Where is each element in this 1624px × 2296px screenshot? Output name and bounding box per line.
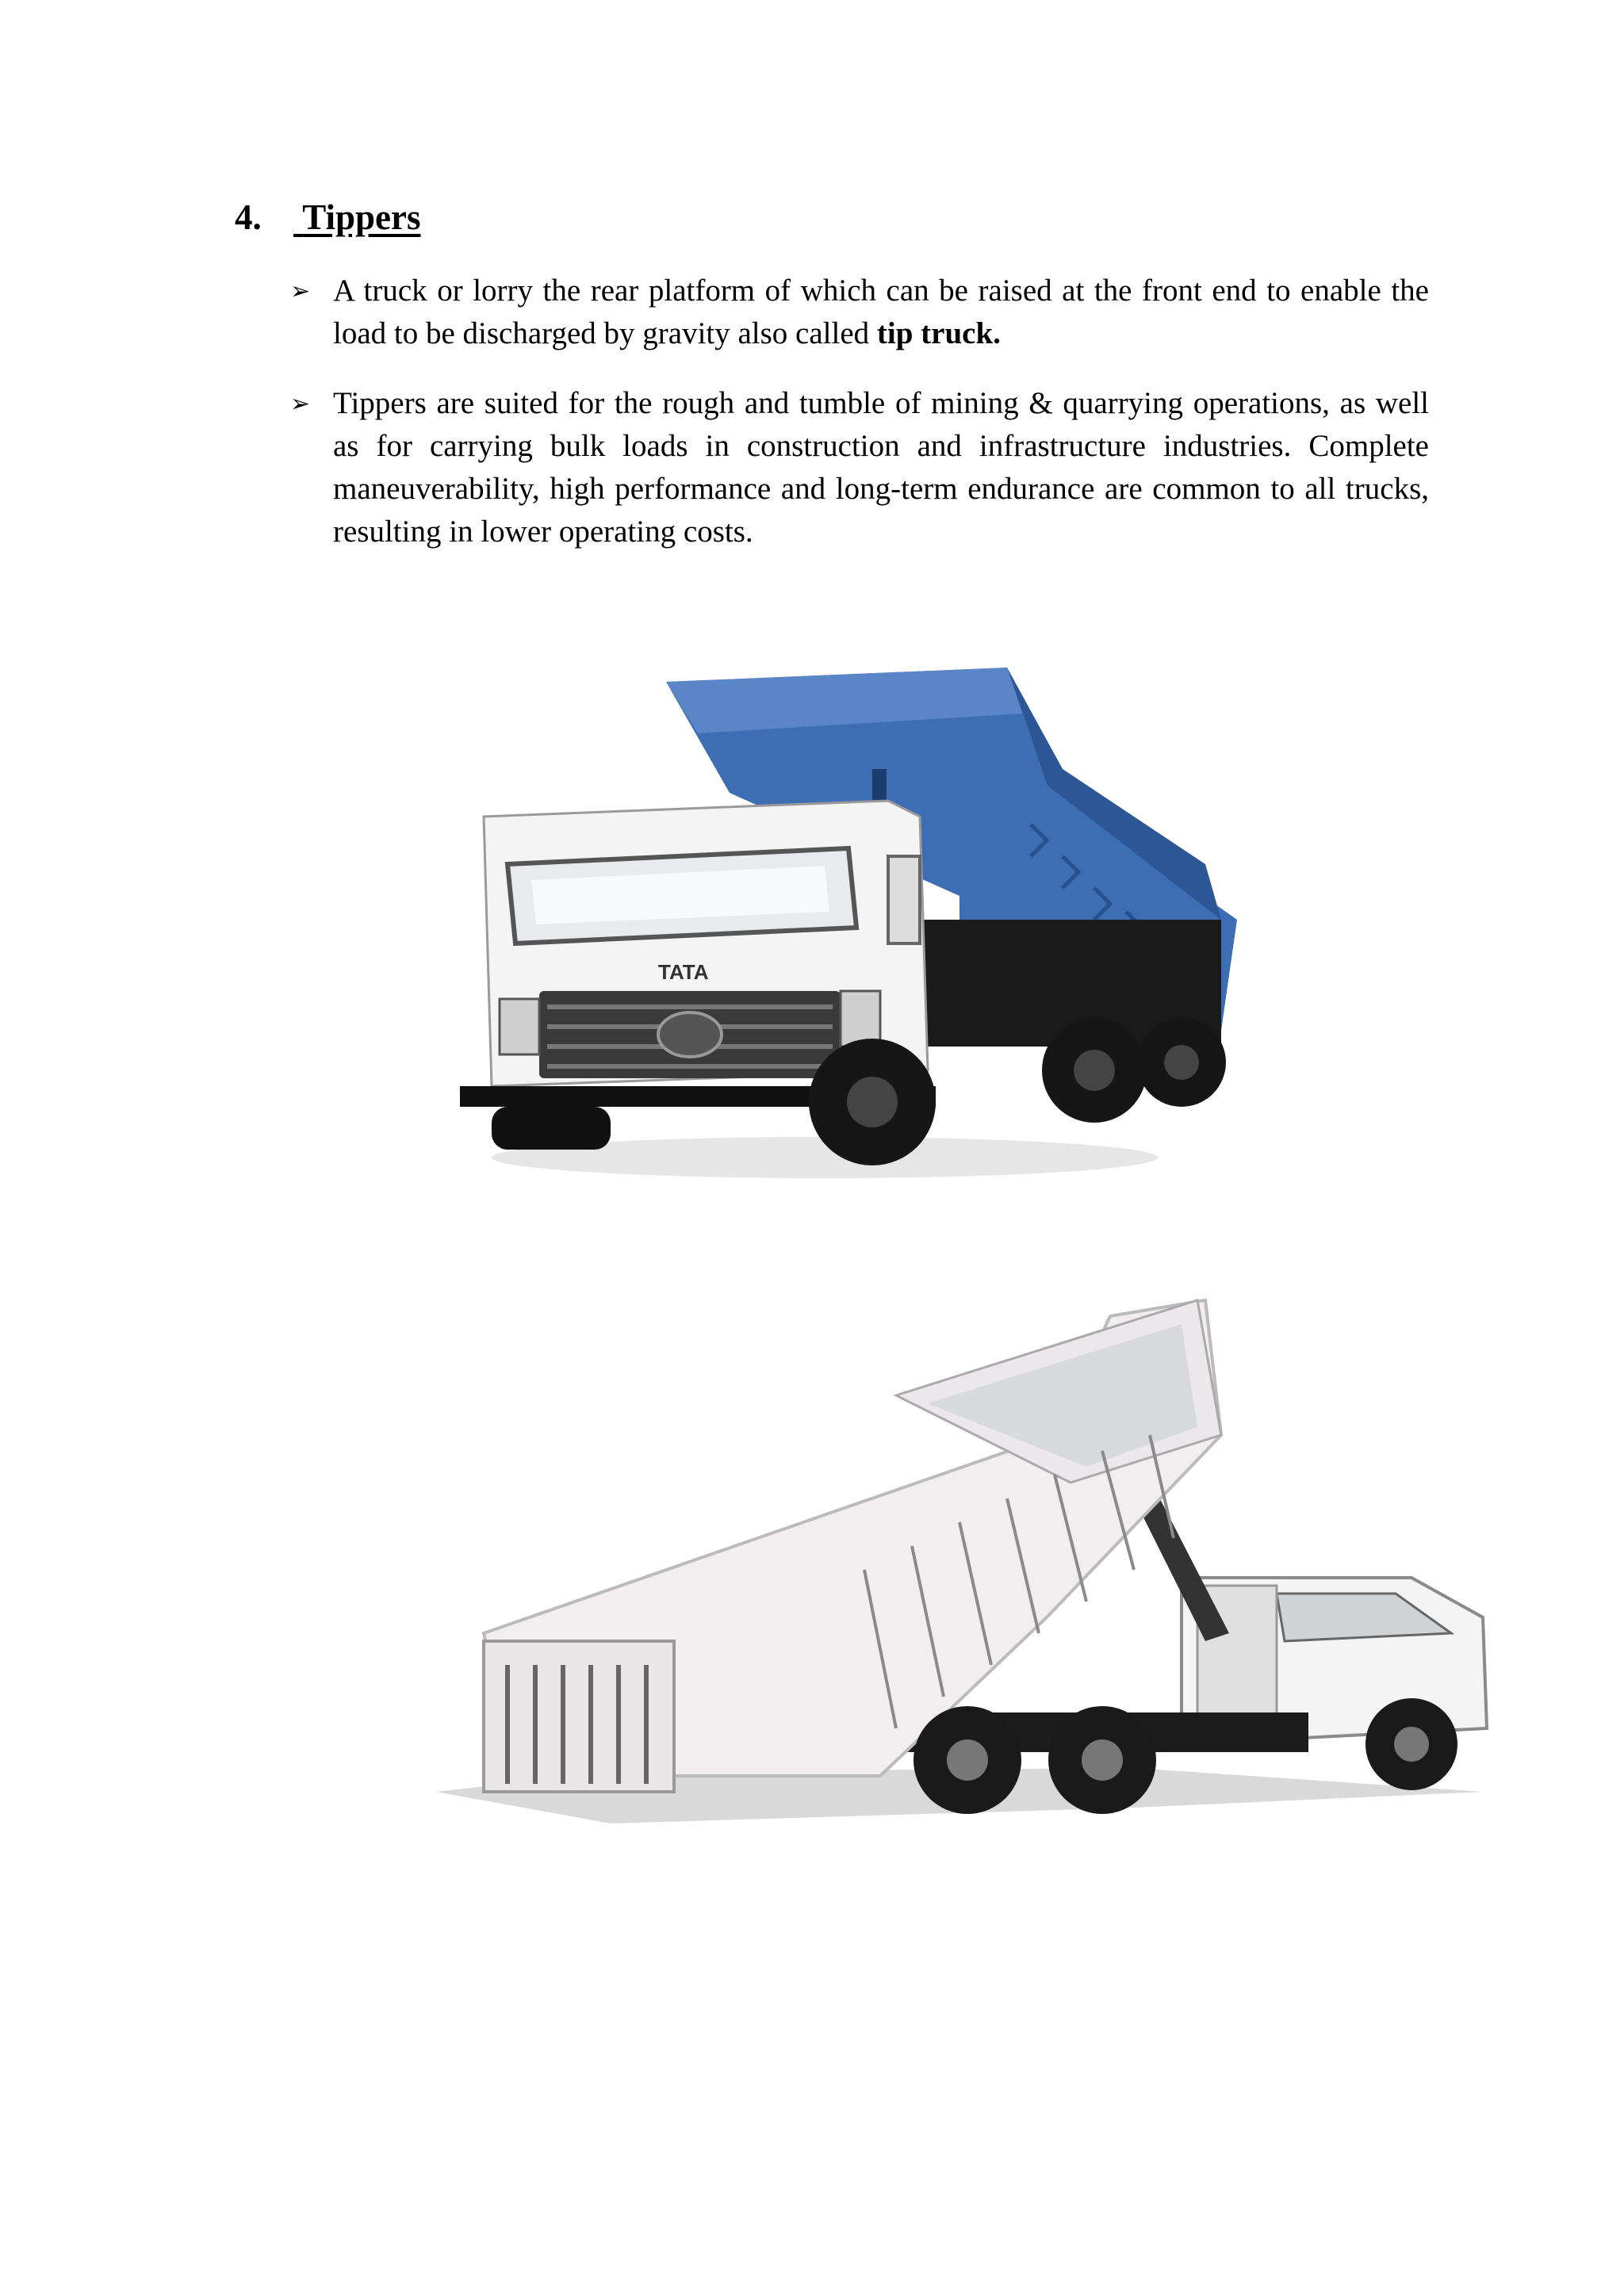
section-heading (235, 193, 420, 241)
bullet-text: A truck or lorry the rear platform of which can be raised at the front end to enable the load to be discharged by gravity also called tip truck. (333, 274, 1429, 350)
white-tipper-truck-image (420, 1284, 1499, 1855)
arrow-bullet-icon: ➢ (290, 277, 311, 305)
section-number: 4. (235, 197, 262, 237)
tata-badge: TATA (658, 960, 709, 984)
bullet-text: Tippers are suited for the rough and tumble of mining & quarrying operations, as well as for carrying bulk loads in construction and infrastructure industries. Complete maneuverability, high performance and long-term endurance are common to all trucks, resulting in lower operating costs. (333, 386, 1429, 549)
arrow-bullet-icon: ➢ (290, 390, 311, 418)
bullet-list (290, 270, 1429, 580)
blue-tipper-truck-image (444, 658, 1237, 1197)
bullet-item (290, 382, 1429, 553)
bold-term: tip truck. (876, 316, 1001, 350)
section-title: Tippers (302, 197, 421, 237)
bullet-item (290, 270, 1429, 355)
